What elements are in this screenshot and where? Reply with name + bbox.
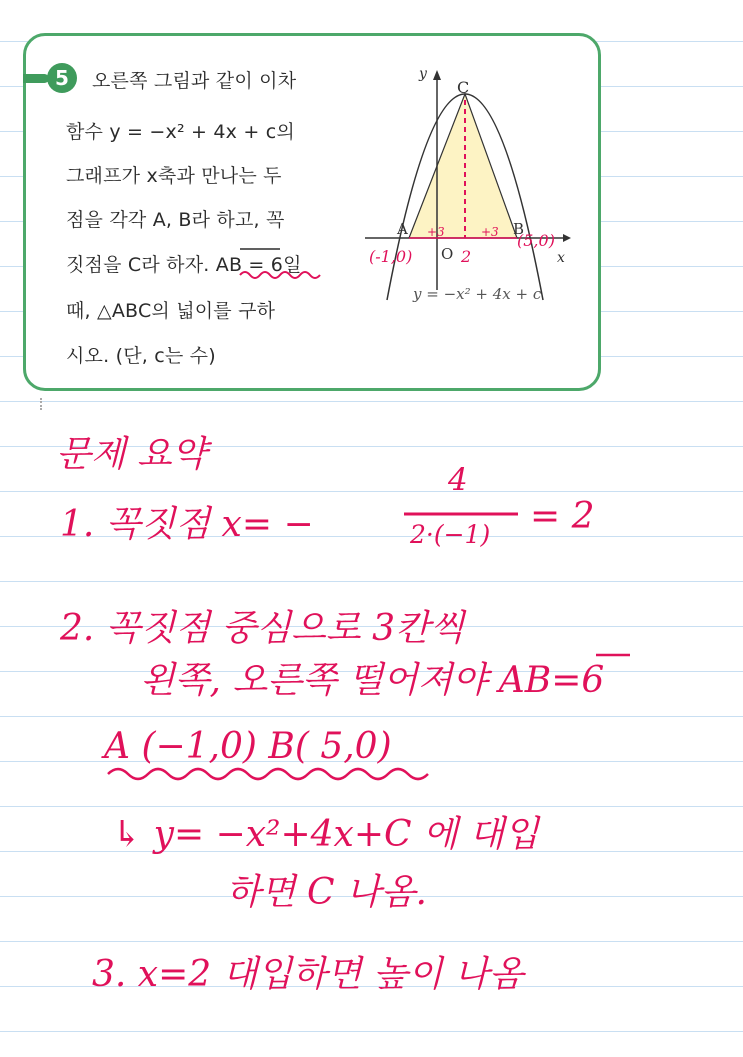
problem-line: 그래프가 x축과 만나는 두	[66, 165, 282, 187]
problem-line: 오른쪽 그림과 같이 이차	[92, 70, 297, 92]
problem-number-badge: 5	[47, 63, 77, 93]
problem-line: 점을 각각 A, B라 하고, 꼭	[66, 209, 285, 231]
problem-line: 짓점을 C라 하자. AB = 6일	[66, 254, 302, 276]
step-2-line-2: 왼쪽, 오른쪽 떨어져야 AB=6	[140, 660, 605, 701]
b-coordinate-note: (5,0)	[517, 231, 555, 250]
step-right-note: +3	[481, 225, 499, 239]
ab-overline	[240, 247, 282, 251]
step-2-line-3: A (−1,0) B( 5,0)	[104, 726, 392, 767]
x-axis-arrow-icon	[563, 234, 571, 242]
parabola-graph	[365, 60, 595, 310]
triangle-abc-fill	[409, 94, 517, 238]
a-coordinate-note: (-1,0)	[369, 247, 413, 266]
problem-line: 함수 y = −x² + 4x + c의	[66, 121, 295, 143]
badge-tail	[23, 74, 49, 83]
vertex-x-note: 2	[461, 247, 472, 266]
step-1-prefix: 1. 꼭짓점 x= −	[60, 504, 314, 545]
ab-overline-handwritten	[594, 652, 634, 658]
point-b-label: B	[513, 220, 525, 238]
problem-line: 시오. (단, c는 수)	[66, 345, 216, 367]
point-a-label: A	[397, 220, 408, 238]
y-axis-label: y	[419, 66, 427, 82]
step-1-fraction-bar	[402, 511, 522, 517]
ab-squiggle-underline	[238, 270, 328, 280]
step-1-numerator: 4	[448, 462, 468, 498]
step-left-note: +3	[427, 225, 445, 239]
apex-label: C	[457, 78, 470, 97]
x-axis-label: x	[557, 250, 565, 266]
margin-dots	[40, 398, 44, 410]
problem-line: 때, △ABC의 넓이를 구하	[66, 300, 276, 322]
graph-caption: y = −x² + 4x + c	[413, 285, 542, 303]
step-2-line-5: 하면 C 나옴.	[226, 872, 427, 913]
step-2-line-4: ↳ y= −x²+4x+C 에 대입	[112, 814, 539, 855]
origin-label: O	[441, 245, 454, 263]
points-squiggle-underline	[104, 766, 444, 782]
step-1-denominator: 2·(−1)	[410, 520, 491, 549]
step-2-line-1: 2. 꼭짓점 중심으로 3칸씩	[60, 608, 465, 649]
y-axis-arrow-icon	[433, 70, 441, 80]
step-3-line: 3. x=2 대입하면 높이 나옴	[92, 954, 524, 995]
step-1-result: = 2	[530, 496, 595, 537]
notes-title: 문제 요약	[56, 434, 207, 475]
